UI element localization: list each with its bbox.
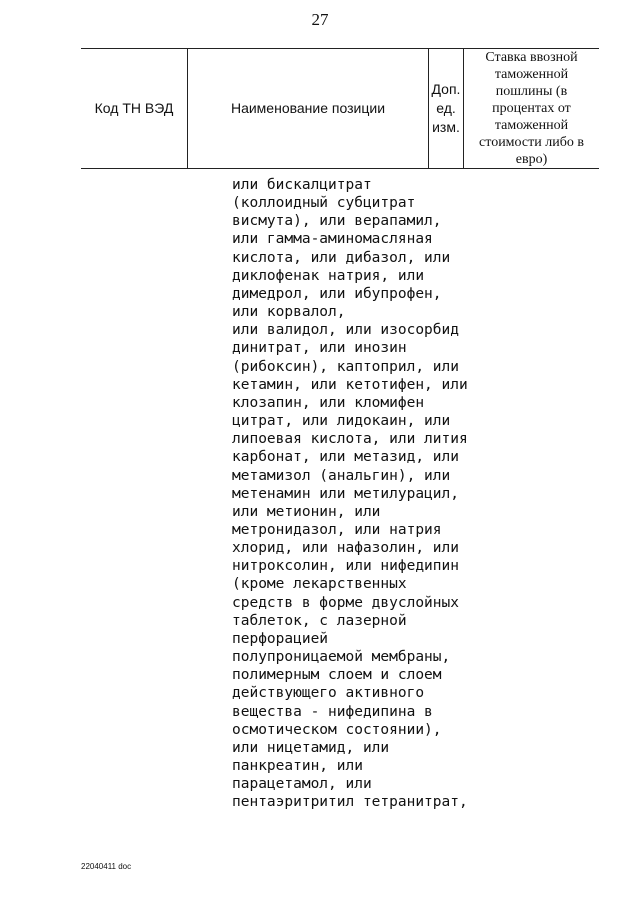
header-row: [81, 49, 599, 169]
header-unit-cell: [429, 49, 464, 169]
text-line: цитрат, или лидокаин, или: [232, 413, 451, 430]
text-line: димедрол, или ибупрофен,: [232, 285, 442, 302]
header-name-cell: [188, 49, 429, 169]
text-line: полимерным слоем и слоем: [232, 667, 442, 684]
text-line: панкреатин, или: [232, 758, 363, 774]
text-line: парацетамол, или: [232, 776, 372, 793]
header-code-cell: [81, 49, 188, 169]
text-line: или корвалол,: [232, 304, 346, 321]
text-line: метенамин или метилурацил,: [232, 485, 459, 502]
text-line: средств в форме двуслойных: [232, 594, 459, 611]
position-description: [232, 176, 468, 811]
text-line: (кроме лекарственных: [232, 576, 407, 593]
header-name-label: Наименование позиции: [230, 100, 386, 116]
text-line: или валидол, или изосорбид: [232, 322, 459, 339]
text-line: нитроксолин, или нифедипин: [232, 558, 459, 575]
header-code-label: Код ТН ВЭД: [94, 100, 174, 116]
text-line: метамизол (анальгин), или: [232, 467, 451, 484]
text-line: липоевая кислота, или лития: [232, 431, 468, 448]
text-line: висмута), или верапамил,: [232, 213, 442, 230]
text-line: (коллоидный субцитрат: [232, 195, 416, 212]
text-line: кетамин, или кетотифен, или: [232, 376, 468, 393]
text-line: или гамма-аминомасляная: [232, 231, 433, 248]
text-line: таблеток, с лазерной: [232, 612, 407, 629]
text-line: карбонат, или метазид, или: [232, 449, 459, 466]
page-number: 27: [311, 10, 329, 29]
text-line: хлорид, или нафазолин, или: [232, 540, 459, 557]
text-line: действующего активного: [232, 685, 425, 702]
header-unit-label: Доп. ед. изм.: [431, 81, 461, 135]
text-line: или ницетамид, или: [232, 739, 390, 756]
text-line: (рибоксин), каптоприл, или: [232, 358, 459, 375]
text-line: перфорацией: [232, 630, 329, 647]
text-line: полупроницаемой мембраны,: [232, 649, 451, 666]
footer-doc-ref: 22040411 doc: [81, 862, 132, 871]
text-line: диклофенак натрия, или: [232, 267, 425, 284]
text-line: клозапин, или кломифен: [232, 394, 425, 411]
text-line: кислота, или дибазол, или: [232, 249, 451, 266]
text-line: или бискалцитрат: [232, 177, 372, 193]
text-line: вещества - нифедипина в: [232, 703, 433, 720]
tariff-table-header: [81, 48, 599, 169]
text-line: динитрат, или инозин: [232, 340, 407, 357]
header-rate-label: Ставка ввозной таможенной пошлины (в процентах от таможенной стоимости либо в евро): [479, 50, 584, 167]
text-line: или метионин, или: [232, 503, 381, 520]
header-rate-cell: [464, 49, 600, 169]
text-line: осмотическом состоянии),: [232, 721, 442, 738]
text-line: метронидазол, или натрия: [232, 521, 442, 538]
text-line: пентаэритритил тетранитрат,: [232, 794, 468, 811]
